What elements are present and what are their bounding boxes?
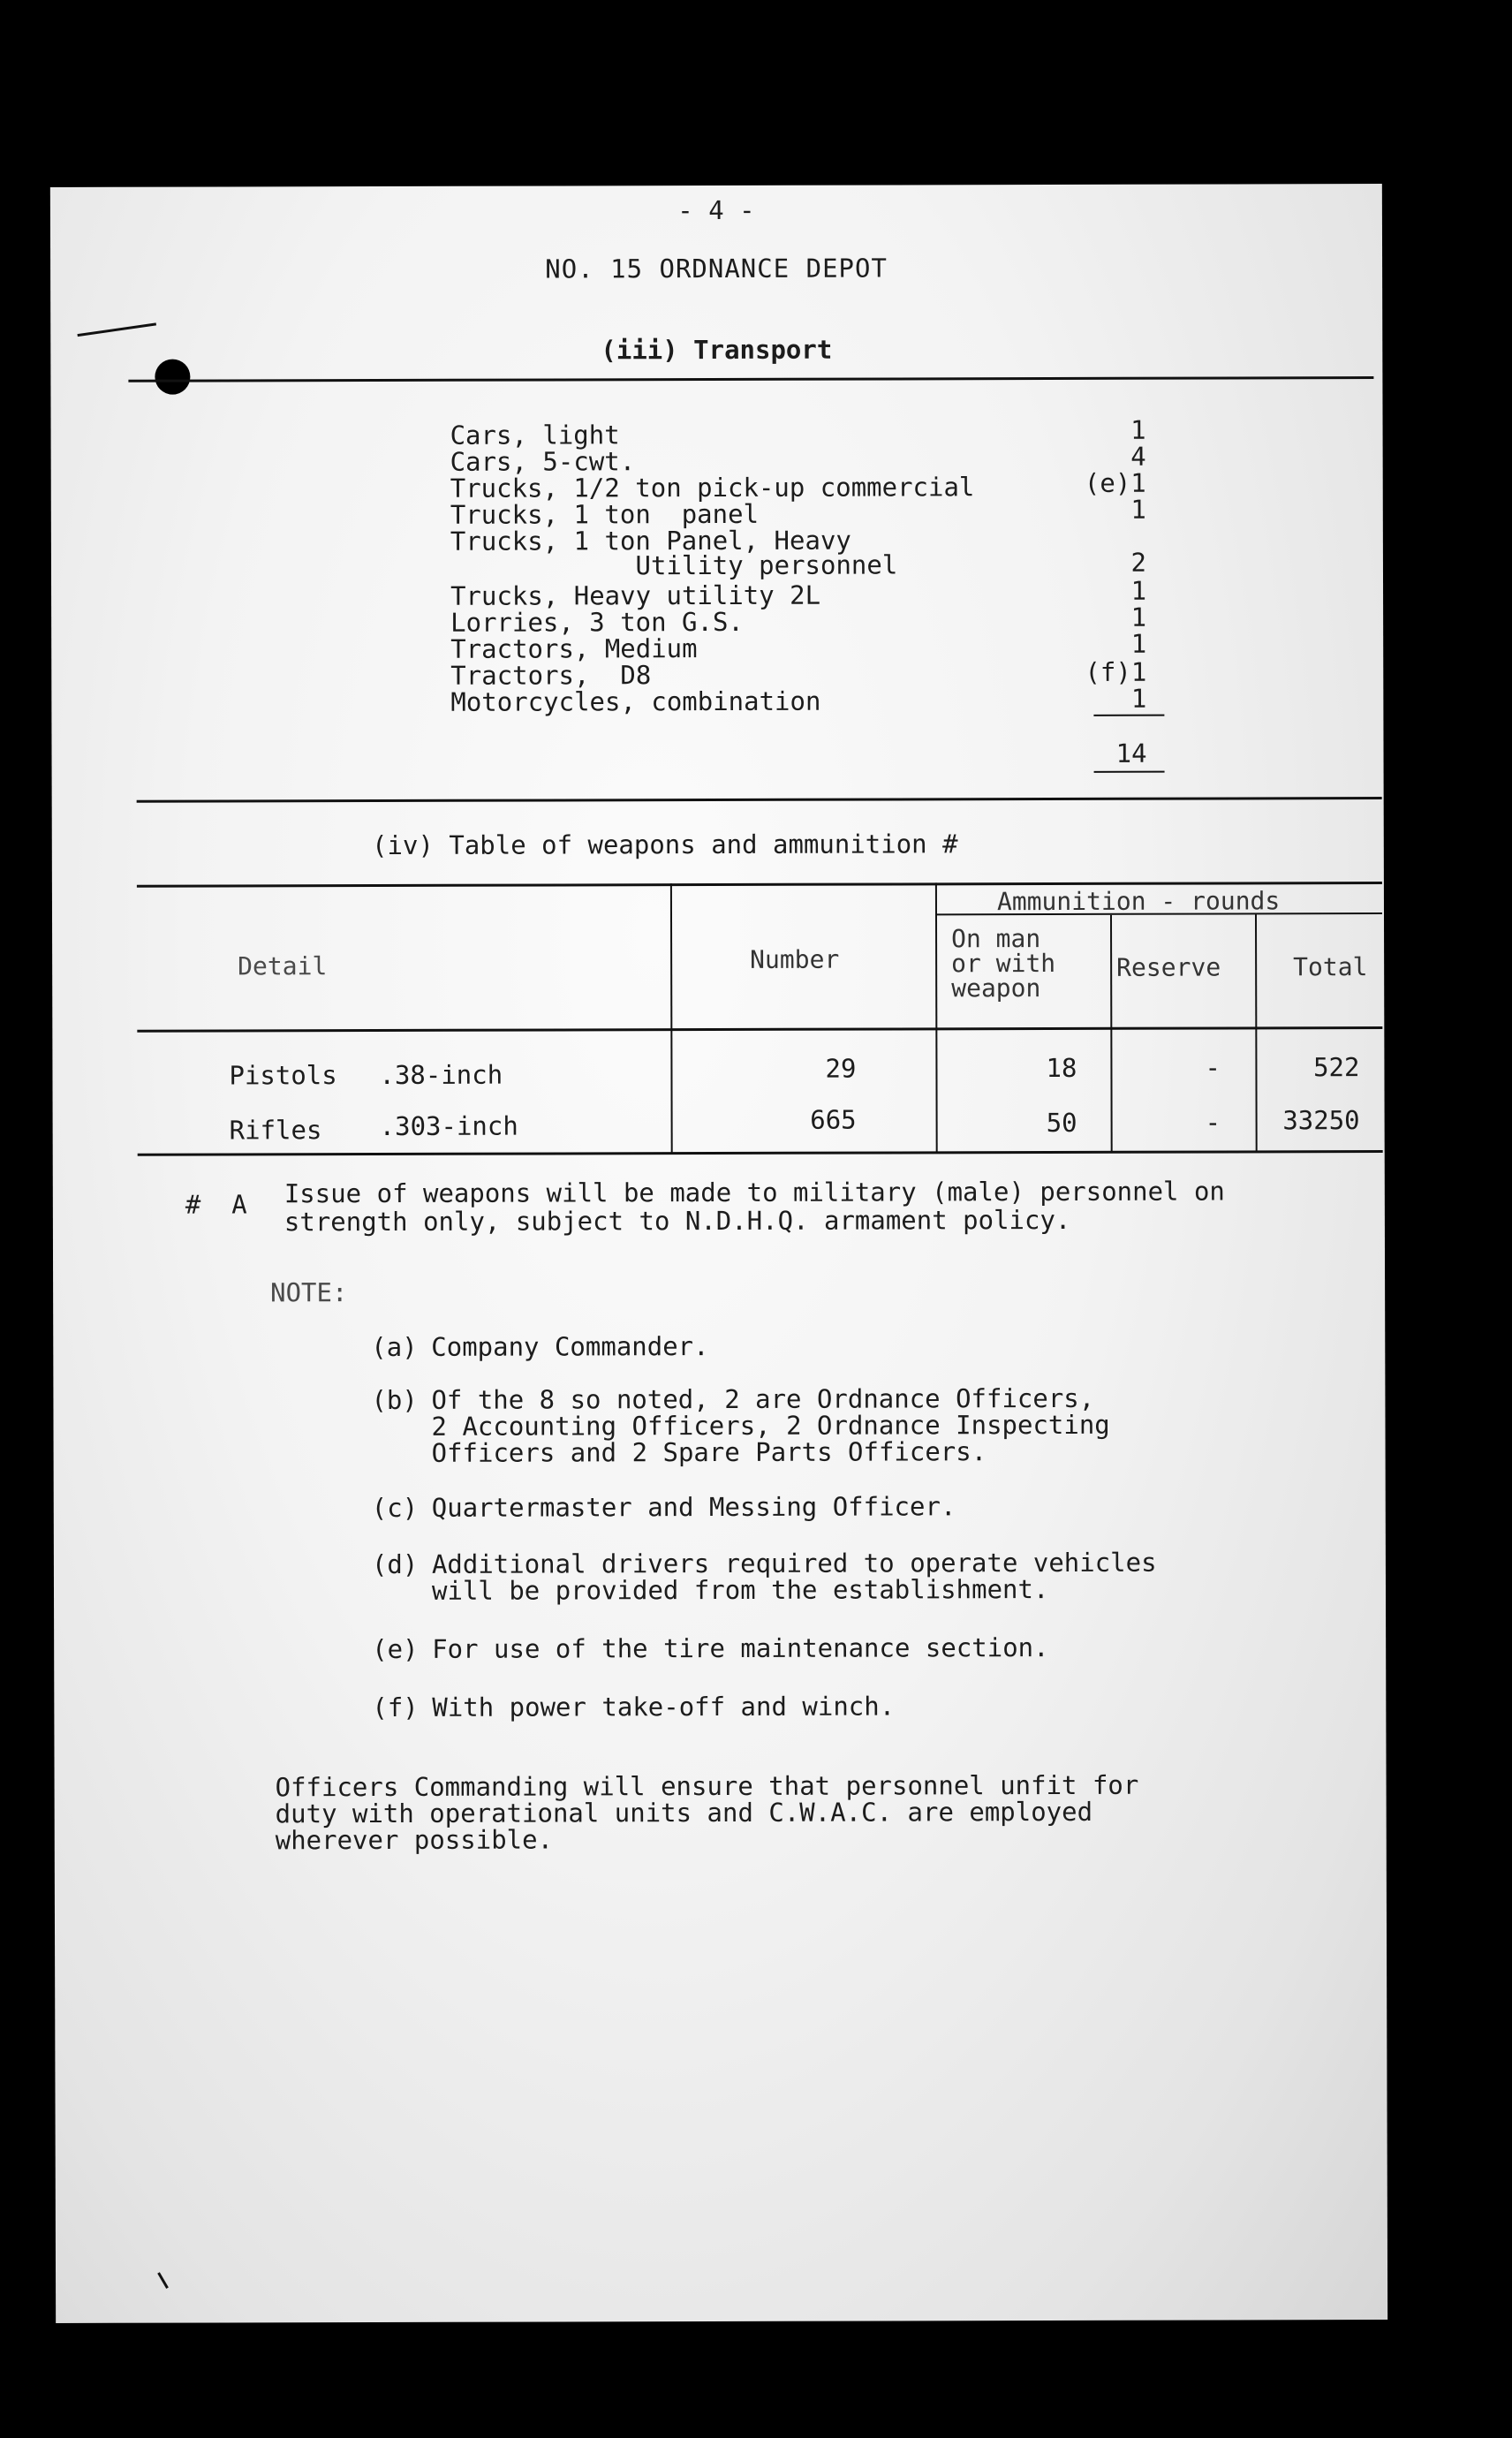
transport-item-qty: 1 bbox=[1130, 602, 1147, 632]
rule-top bbox=[128, 376, 1373, 382]
note-key: (d) bbox=[371, 1548, 419, 1580]
closing-line: duty with operational units and C.W.A.C. are employed bbox=[275, 1796, 1093, 1829]
note-line: With power take-off and winch. bbox=[432, 1691, 896, 1722]
unit-title: NO. 15 ORDNANCE DEPOT bbox=[545, 253, 888, 284]
note-line: will be provided from the establishment. bbox=[431, 1574, 1049, 1606]
table-divider bbox=[935, 882, 938, 1153]
note-key: (e) bbox=[372, 1633, 419, 1665]
transport-item-label: Cars, light bbox=[450, 420, 620, 450]
sum-rule bbox=[1093, 715, 1164, 716]
transport-item-label: Trucks, 1/2 ton pick-up commercial bbox=[450, 472, 975, 504]
row-on-man: 50 bbox=[1046, 1107, 1077, 1139]
row-calibre: .303-inch bbox=[379, 1110, 518, 1142]
row-reserve: - bbox=[1205, 1052, 1221, 1083]
row-reserve: - bbox=[1205, 1107, 1221, 1138]
transport-item-qty: 1 bbox=[1130, 494, 1146, 525]
note-key: (f) bbox=[372, 1692, 419, 1723]
transport-item-label: Utility personnel bbox=[450, 549, 898, 581]
transport-item-qty: 1 bbox=[1130, 414, 1146, 445]
closing-line: wherever possible. bbox=[275, 1824, 554, 1856]
notes-heading: NOTE: bbox=[270, 1277, 348, 1308]
total-rule bbox=[1094, 771, 1165, 773]
row-detail: Pistols bbox=[229, 1060, 337, 1091]
rule-mid bbox=[137, 797, 1382, 803]
note-key: (c) bbox=[371, 1492, 419, 1524]
table-rule-bottom bbox=[138, 1150, 1383, 1156]
transport-item-label: Trucks, Heavy utility 2L bbox=[450, 579, 821, 611]
col-reserve: Reserve bbox=[1116, 952, 1221, 982]
row-detail: Rifles bbox=[229, 1115, 322, 1146]
footnote-line: strength only, subject to N.D.H.Q. armament policy. bbox=[284, 1204, 1071, 1238]
row-number: 665 bbox=[810, 1104, 857, 1135]
transport-item-label: Tractors, D8 bbox=[450, 660, 652, 691]
transport-item-qty: (e)1 bbox=[1084, 467, 1146, 498]
note-line: Additional drivers required to operate vehicles bbox=[431, 1547, 1157, 1579]
transport-item-qty: 4 bbox=[1130, 441, 1146, 472]
footnote-marker: # A bbox=[185, 1189, 247, 1220]
page-number: - 4 - bbox=[677, 194, 755, 226]
transport-item-qty: 1 bbox=[1130, 575, 1147, 606]
transport-item-qty: (f)1 bbox=[1085, 656, 1147, 687]
transport-item-label: Lorries, 3 ton G.S. bbox=[450, 606, 744, 638]
document-page bbox=[50, 184, 1387, 2323]
table-divider bbox=[1110, 915, 1113, 1153]
transport-item-label: Trucks, 1 ton panel bbox=[450, 498, 760, 530]
transport-total: 14 bbox=[1115, 738, 1147, 768]
note-line: 2 Accounting Officers, 2 Ordnance Inspecting bbox=[431, 1409, 1110, 1442]
note-key: (b) bbox=[371, 1384, 418, 1416]
col-on-man: On man or with weapon bbox=[951, 924, 1056, 1003]
transport-item-qty: 1 bbox=[1130, 683, 1147, 714]
weapons-heading: (iv) Table of weapons and ammunition # bbox=[372, 829, 958, 861]
col-detail: Detail bbox=[238, 951, 328, 981]
closing-line: Officers Commanding will ensure that personnel unfit for bbox=[275, 1769, 1139, 1803]
row-total: 33250 bbox=[1282, 1105, 1360, 1136]
row-on-man: 18 bbox=[1046, 1052, 1077, 1084]
transport-item-label: Trucks, 1 ton Panel, Heavy bbox=[450, 525, 851, 556]
col-total: Total bbox=[1293, 952, 1368, 982]
table-rule-head bbox=[137, 1026, 1382, 1033]
note-line: Officers and 2 Spare Parts Officers. bbox=[431, 1436, 987, 1468]
table-divider bbox=[670, 883, 673, 1154]
row-total: 522 bbox=[1313, 1052, 1360, 1083]
transport-item-label: Motorcycles, combination bbox=[450, 685, 821, 717]
row-calibre: .38-inch bbox=[379, 1059, 503, 1091]
transport-item-qty: 2 bbox=[1130, 547, 1146, 578]
transport-item-qty: 1 bbox=[1130, 628, 1147, 659]
col-ammunition: Ammunition - rounds bbox=[996, 886, 1281, 917]
note-line: Quartermaster and Messing Officer. bbox=[431, 1491, 956, 1523]
transport-heading: (iii) Transport bbox=[601, 334, 833, 366]
footnote-line: Issue of weapons will be made to military (male) personnel on bbox=[284, 1176, 1225, 1209]
col-number: Number bbox=[750, 944, 840, 974]
stray-mark bbox=[157, 2272, 169, 2289]
note-line: Of the 8 so noted, 2 are Ordnance Officers, bbox=[431, 1382, 1095, 1415]
transport-item-label: Cars, 5-cwt. bbox=[450, 446, 636, 477]
transport-item-label: Tractors, Medium bbox=[450, 633, 698, 664]
pen-mark bbox=[78, 322, 157, 337]
note-line: For use of the tire maintenance section. bbox=[432, 1632, 1049, 1664]
note-line: Company Commander. bbox=[431, 1331, 709, 1362]
note-key: (a) bbox=[371, 1331, 418, 1363]
row-number: 29 bbox=[825, 1053, 857, 1084]
